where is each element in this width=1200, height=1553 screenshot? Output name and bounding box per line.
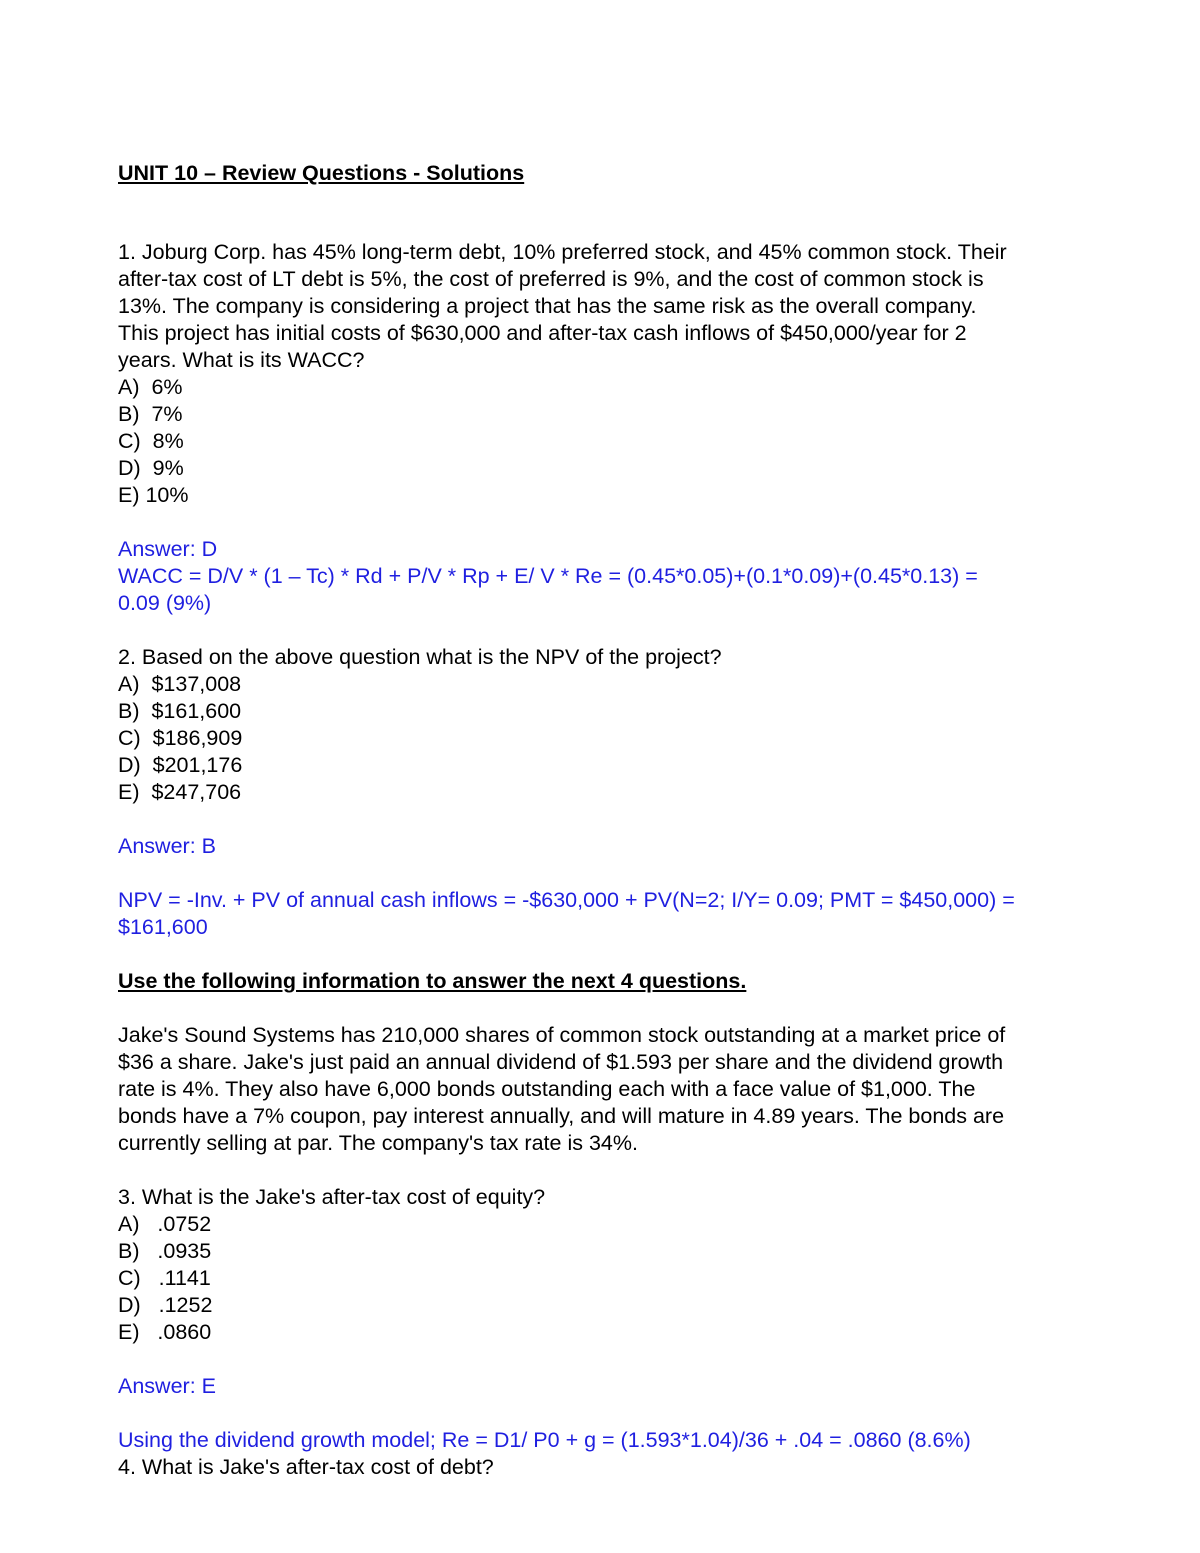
- question-1-option-c: C) 8%: [118, 429, 184, 453]
- question-1-line: 13%. The company is considering a project that has the same risk as the overall company.: [118, 294, 977, 318]
- question-1-option-a: A) 6%: [118, 375, 183, 399]
- question-3-option-d: D) .1252: [118, 1293, 213, 1317]
- question-3-option-c: C) .1141: [118, 1266, 211, 1290]
- question-3-text: 3. What is the Jake's after-tax cost of equity?: [118, 1185, 546, 1209]
- info-line: bonds have a 7% coupon, pay interest annually, and will mature in 4.89 years. The bonds are: [118, 1104, 1005, 1128]
- question-3-option-e: E) .0860: [118, 1320, 212, 1344]
- question-2-solution-line: $161,600: [118, 915, 208, 939]
- question-2-option-d: D) $201,176: [118, 753, 243, 777]
- question-2-solution: [118, 887, 1118, 941]
- question-3-solution-line: Using the dividend growth model; Re = D1/ P0 + g = (1.593*1.04)/36 + .04 = .0860 (8.6%): [118, 1428, 971, 1452]
- question-1-solution-line: WACC = D/V * (1 – Tc) * Rd + P/V * Rp + E/ V * Re = (0.45*0.05)+(0.1*0.09)+(0.45*0.13) =: [118, 564, 978, 588]
- question-1-option-b: B) 7%: [118, 402, 183, 426]
- question-1-solution: [118, 536, 1118, 617]
- question-3-answer: Answer: E: [118, 1374, 216, 1398]
- question-1-line: 1. Joburg Corp. has 45% long-term debt, 10% preferred stock, and 45% common stock. Their: [118, 240, 1007, 264]
- question-2-text: 2. Based on the above question what is the NPV of the project?: [118, 645, 722, 669]
- info-line: Jake's Sound Systems has 210,000 shares of common stock outstanding at a market price of: [118, 1023, 1006, 1047]
- question-3-option-b: B) .0935: [118, 1239, 212, 1263]
- question-2-option-e: E) $247,706: [118, 780, 242, 804]
- question-3-solution: [118, 1427, 1118, 1454]
- page-title: UNIT 10 – Review Questions - Solutions: [118, 161, 525, 185]
- question-1-option-d: D) 9%: [118, 456, 184, 480]
- info-line: rate is 4%. They also have 6,000 bonds outstanding each with a face value of $1,000. The: [118, 1077, 976, 1101]
- question-2-option-c: C) $186,909: [118, 726, 243, 750]
- question-2: [118, 644, 1118, 806]
- question-4: [118, 1454, 1118, 1481]
- question-3-answer-block: [118, 1373, 1118, 1400]
- info-paragraph: [118, 1022, 1118, 1157]
- question-3: [118, 1184, 1118, 1346]
- question-2-solution-line: NPV = -Inv. + PV of annual cash inflows = -$630,000 + PV(N=2; I/Y= 0.09; PMT = $450,000) =: [118, 888, 1015, 912]
- question-1-line: This project has initial costs of $630,000 and after-tax cash inflows of $450,000/year for 2: [118, 321, 967, 345]
- question-1: [118, 239, 1118, 509]
- question-1-line: years. What is its WACC?: [118, 348, 365, 372]
- question-2-option-a: A) $137,008: [118, 672, 242, 696]
- question-1-option-e: E) 10%: [118, 483, 189, 507]
- question-2-option-b: B) $161,600: [118, 699, 242, 723]
- question-4-text: 4. What is Jake's after-tax cost of debt?: [118, 1455, 494, 1479]
- question-1-solution-line: 0.09 (9%): [118, 591, 212, 615]
- question-1-answer: Answer: D: [118, 537, 218, 561]
- info-line: currently selling at par. The company's tax rate is 34%.: [118, 1131, 638, 1155]
- document-page: [118, 160, 1118, 1481]
- question-1-line: after-tax cost of LT debt is 5%, the cost of preferred is 9%, and the cost of common stock is: [118, 267, 984, 291]
- question-2-answer: Answer: B: [118, 834, 216, 858]
- info-line: $36 a share. Jake's just paid an annual dividend of $1.593 per share and the dividend growth: [118, 1050, 1004, 1074]
- question-2-answer-block: [118, 833, 1118, 860]
- question-3-option-a: A) .0752: [118, 1212, 212, 1236]
- info-heading: Use the following information to answer the next 4 questions.: [118, 969, 747, 993]
